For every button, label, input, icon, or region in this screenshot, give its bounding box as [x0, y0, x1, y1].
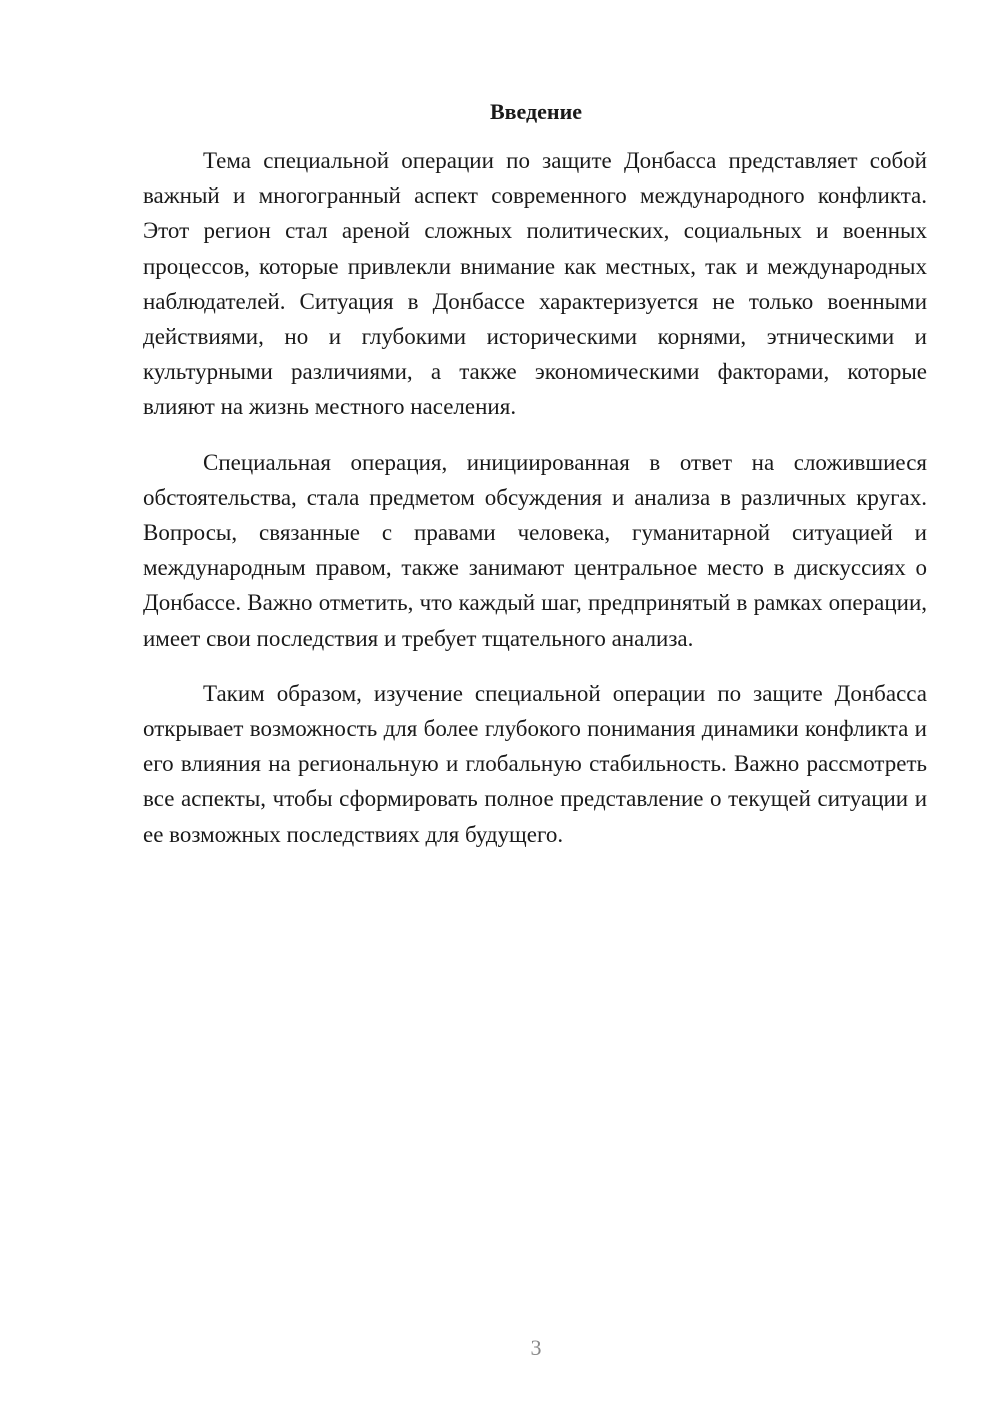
paragraph-1: Тема специальной операции по защите Донбасса представляет собой важный и многогранный аспект современного международного конфликта. Этот регион стал ареной сложных политических, социальных и военных процессов, которые привлекли внимание как местных, так и международных наблюдателей. Ситуация в Донбассе характеризуется не только военными действиями, но и глубокими историческими корнями, этническими и культурными различиями, а также экономическими факторами, которые влияют на жизнь местного населения. [143, 148, 927, 420]
section-heading: Введение [489, 99, 583, 124]
page-number: 3 [530, 1335, 542, 1360]
paragraph-2: Специальная операция, инициированная в ответ на сложившиеся обстоятельства, стала предметом обсуждения и анализа в различных кругах. Вопросы, связанные с правами человека, гуманитарной ситуацией и международным правом, также занимают центральное место в дискуссиях о Донбассе. Важно отметить, что каждый шаг, предпринятый в рамках операции, имеет свои последствия и требует тщательного анализа. [143, 449, 927, 651]
body-text [143, 143, 927, 872]
paragraph-3: Таким образом, изучение специальной операции по защите Донбасса открывает возможность для более глубокого понимания динамики конфликта и его влияния на региональную и глобальную стабильность. Важно рассмотреть все аспекты, чтобы сформировать полное представление о текущей ситуации и ее возможных последствиях для будущего. [143, 680, 927, 847]
